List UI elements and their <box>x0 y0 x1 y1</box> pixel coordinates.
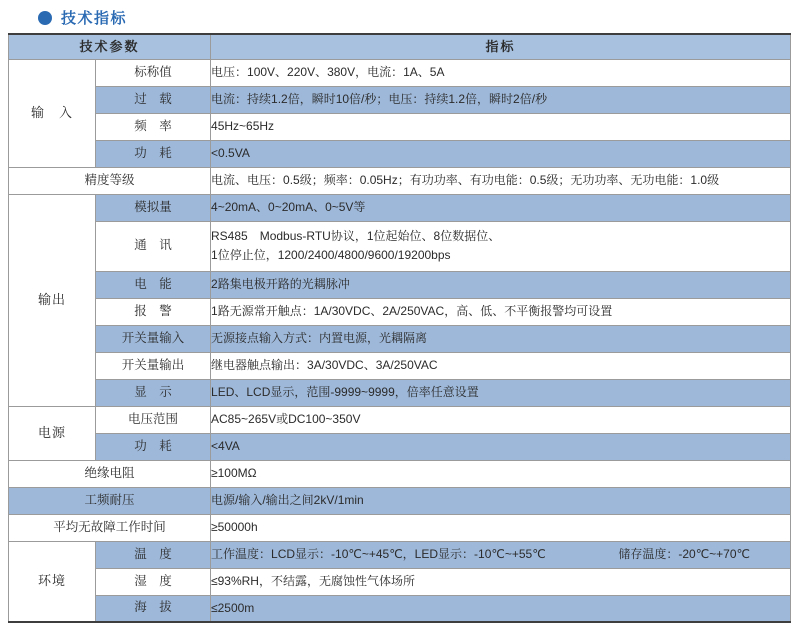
spec-label: 电压范围 <box>96 406 211 433</box>
spec-label: 过 载 <box>96 86 211 113</box>
spec-value: 继电器触点输出：3A/30VDC、3A/250VAC <box>211 352 791 379</box>
spec-value: 4~20mA、0~20mA、0~5V等 <box>211 194 791 221</box>
spec-value-line1: RS485 Modbus-RTU协议，1位起始位、8位数据位、 <box>211 229 501 243</box>
table-row <box>9 595 791 622</box>
group-output: 输出 <box>9 194 96 406</box>
bullet-icon <box>38 11 52 25</box>
table-row <box>9 487 791 514</box>
spec-value: LED、LCD显示，范围-9999~9999，倍率任意设置 <box>211 379 791 406</box>
spec-value: ≥100MΩ <box>211 460 791 487</box>
group-input: 输 入 <box>9 59 96 167</box>
page-title: 技术指标 <box>61 10 128 27</box>
spec-label: 精度等级 <box>9 167 211 194</box>
table-row <box>9 433 791 460</box>
table-row <box>9 59 791 86</box>
spec-label: 开关量输出 <box>96 352 211 379</box>
table-row <box>9 352 791 379</box>
table-row <box>9 379 791 406</box>
spec-value: 电源/输入/输出之间2kV/1min <box>211 487 791 514</box>
table-row <box>9 298 791 325</box>
table-row <box>9 568 791 595</box>
spec-value: <4VA <box>211 433 791 460</box>
spec-value: ≥50000h <box>211 514 791 541</box>
table-row <box>9 86 791 113</box>
table-row <box>9 194 791 221</box>
table-row <box>9 541 791 568</box>
spec-value: 无源接点输入方式：内置电源，光耦隔离 <box>211 325 791 352</box>
spec-value <box>211 221 791 271</box>
table-row <box>9 140 791 167</box>
table-row <box>9 221 791 271</box>
table-row <box>9 167 791 194</box>
spec-value-left: 工作温度：LCD显示：-10℃~+45℃，LED显示：-10℃~+55℃ <box>211 547 546 561</box>
table-header-row <box>9 34 791 59</box>
spec-value: 电压：100V、220V、380V，电流：1A、5A <box>211 59 791 86</box>
table-row <box>9 325 791 352</box>
spec-label: 频 率 <box>96 113 211 140</box>
group-environment: 环境 <box>9 541 96 622</box>
spec-label: 电 能 <box>96 271 211 298</box>
spec-value: ≤93%RH，不结露，无腐蚀性气体场所 <box>211 568 791 595</box>
spec-label: 海 拔 <box>96 595 211 622</box>
table-row <box>9 460 791 487</box>
spec-value <box>211 541 791 568</box>
spec-label: 湿 度 <box>96 568 211 595</box>
spec-label: 开关量输入 <box>96 325 211 352</box>
spec-value: 2路集电极开路的光耦脉冲 <box>211 271 791 298</box>
table-row <box>9 113 791 140</box>
spec-label: 标称值 <box>96 59 211 86</box>
spec-value-line2: 1位停止位，1200/2400/4800/9600/19200bps <box>211 248 451 262</box>
spec-label: 绝缘电阻 <box>9 460 211 487</box>
header-value-cell: 指标 <box>211 34 791 59</box>
spec-label: 温 度 <box>96 541 211 568</box>
spec-label: 模拟量 <box>96 194 211 221</box>
spec-value: ≤2500m <box>211 595 791 622</box>
spec-value: 电流、电压：0.5级；频率：0.05Hz；有功功率、有功电能：0.5级；无功功率、无功电能：1.0级 <box>211 167 791 194</box>
spec-label: 通 讯 <box>96 221 211 271</box>
spec-value: <0.5VA <box>211 140 791 167</box>
group-power: 电源 <box>9 406 96 460</box>
spec-value: AC85~265V或DC100~350V <box>211 406 791 433</box>
spec-table <box>8 33 791 623</box>
table-row <box>9 514 791 541</box>
spec-label: 显 示 <box>96 379 211 406</box>
spec-label: 功 耗 <box>96 140 211 167</box>
spec-label: 功 耗 <box>96 433 211 460</box>
section-title-row <box>38 7 127 28</box>
spec-label: 平均无故障工作时间 <box>9 514 211 541</box>
spec-value: 45Hz~65Hz <box>211 113 791 140</box>
table-row <box>9 406 791 433</box>
table-row <box>9 271 791 298</box>
spec-value: 电流：持续1.2倍，瞬时10倍/秒；电压：持续1.2倍，瞬时2倍/秒 <box>211 86 791 113</box>
spec-value-right: 储存温度：-20℃~+70℃ <box>618 547 751 561</box>
header-param-cell: 技术参数 <box>9 34 211 59</box>
spec-value: 1路无源常开触点：1A/30VDC、2A/250VAC，高、低、不平衡报警均可设置 <box>211 298 791 325</box>
spec-label: 工频耐压 <box>9 487 211 514</box>
spec-label: 报 警 <box>96 298 211 325</box>
